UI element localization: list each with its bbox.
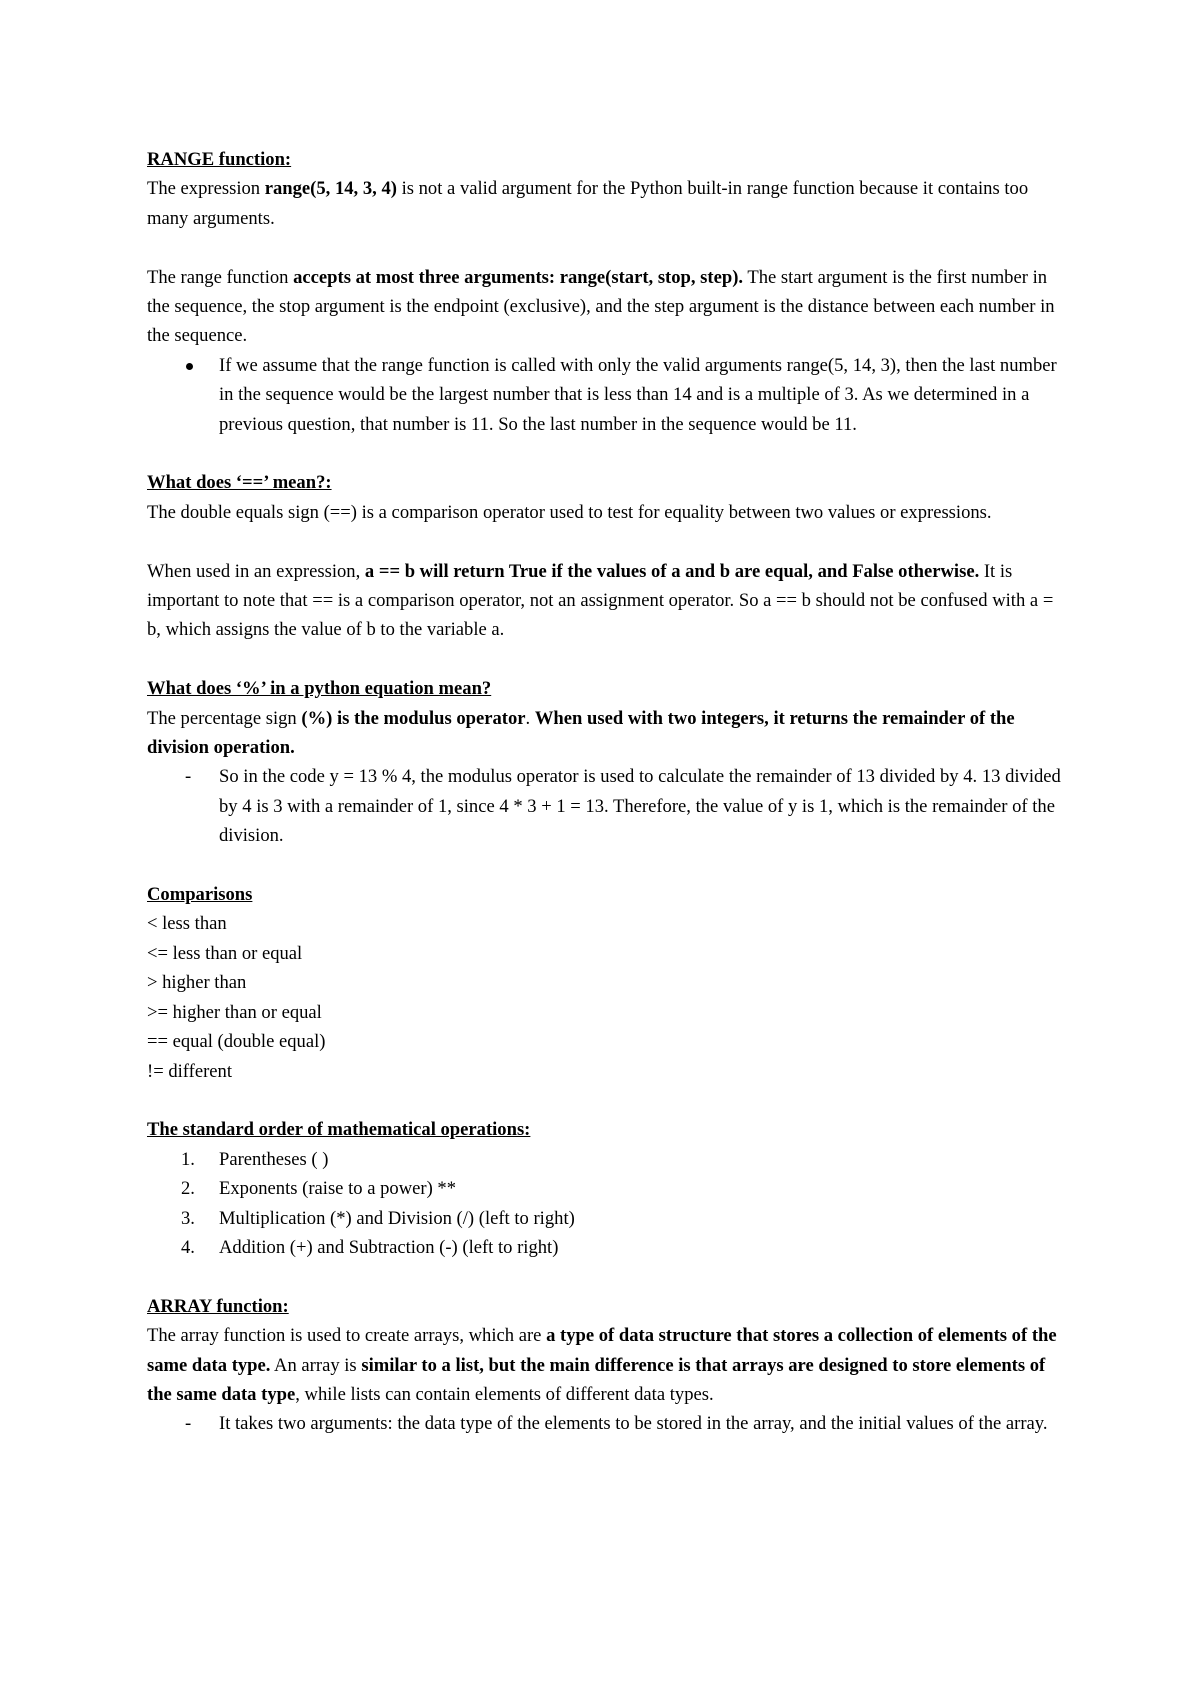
item-text: Addition (+) and Subtraction (-) (left to right) <box>219 1236 559 1258</box>
text-run: An array is <box>270 1354 362 1376</box>
order-heading: The standard order of mathematical operations: <box>147 1119 531 1141</box>
bold-run: When used with two integers, it returns the remainder of the division operation. <box>147 707 1015 759</box>
comparisons-heading: Comparisons <box>147 884 253 906</box>
numbered-item <box>147 1233 1067 1262</box>
list-item-text: So in the code y = 13 % 4, the modulus operator is used to calculate the remainder of 13 divided by 4. 13 divided by 4 is 3 with a remainder of 1, since 4 * 3 + 1 = 13. Therefore, the value of y is 1, which is the remainder of the division. <box>219 766 1061 847</box>
list-item <box>147 351 1067 439</box>
item-number: 4. <box>181 1236 195 1258</box>
text-run: is not a valid argument for the Python built-in range function because it contains too many arguments. <box>147 178 1029 229</box>
text-run: , while lists can contain elements of different data types. <box>295 1383 714 1405</box>
blank-line <box>147 851 1067 880</box>
blank-line <box>147 1262 1067 1291</box>
document-page <box>147 145 1067 1439</box>
text-run: When used in an expression, <box>147 560 365 582</box>
comparison-line: != different <box>147 1060 232 1082</box>
comparison-line: < less than <box>147 913 227 935</box>
dash-marker: - <box>185 1413 192 1435</box>
range-heading: RANGE function: <box>147 149 292 170</box>
numbered-item <box>147 1145 1067 1174</box>
range-paragraph-1 <box>147 174 1067 233</box>
bold-run: a type of data structure that stores a collection of elements of the same data type. <box>147 1325 1057 1376</box>
numbered-item <box>147 1174 1067 1203</box>
text-run: . <box>525 707 535 729</box>
comparison-line: > higher than <box>147 972 247 994</box>
text-run: The percentage sign <box>147 707 302 729</box>
text-run: It is important to note that == is a comparison operator, not an assignment operator. So a == b should not be confused with a = b, which assigns the value of b to the variable a. <box>147 560 1054 641</box>
bold-run: range(5, 14, 3, 4) <box>264 178 397 200</box>
comparison-line: == equal (double equal) <box>147 1031 326 1053</box>
text-run: The array function is used to create arrays, which are <box>147 1325 547 1347</box>
text-run: The expression <box>147 178 265 200</box>
equals-heading: What does ‘==’ mean?: <box>147 472 332 494</box>
text-run: The range function <box>147 266 294 288</box>
dash-marker: - <box>185 766 192 788</box>
comparison-line: >= higher than or equal <box>147 1001 322 1023</box>
list-item <box>147 1409 1067 1438</box>
numbered-item <box>147 1204 1067 1233</box>
list-item-text: If we assume that the range function is called with only the valid arguments range(5, 14, 3), then the last number in the sequence would be the largest number that is less than 14 and is a multiple of 3. As we determined in a previous question, that number is 11. So the last number in the sequence would be 11. <box>219 354 1057 435</box>
bold-run: a == b will return True if the values of a and b are equal, and False otherwise. <box>364 560 980 582</box>
bold-run: (%) is the modulus operator <box>301 707 526 729</box>
range-paragraph-2 <box>147 263 1067 351</box>
blank-line <box>147 439 1067 468</box>
modulus-paragraph <box>147 704 1067 763</box>
item-number: 2. <box>181 1178 195 1200</box>
array-paragraph <box>147 1321 1067 1409</box>
item-text: Parentheses ( ) <box>219 1148 329 1170</box>
list-item-text: It takes two arguments: the data type of the elements to be stored in the array, and the initial values of the array. <box>219 1413 1048 1435</box>
modulus-heading: What does ‘%’ in a python equation mean? <box>147 678 492 700</box>
item-text: Multiplication (*) and Division (/) (left to right) <box>219 1207 575 1229</box>
bold-run: similar to a list, but the main difference is that arrays are designed to store elements of the same data type <box>147 1354 1046 1405</box>
blank-line <box>147 233 1067 262</box>
blank-line <box>147 1086 1067 1115</box>
blank-line <box>147 527 1067 556</box>
item-text: Exponents (raise to a power) ** <box>219 1178 456 1200</box>
equals-paragraph-1: The double equals sign (==) is a comparison operator used to test for equality between two values or expressions. <box>147 501 992 523</box>
bold-run: accepts at most three arguments: range(start, stop, step). <box>293 266 744 288</box>
equals-paragraph-2 <box>147 557 1067 645</box>
array-heading: ARRAY function: <box>147 1295 289 1317</box>
comparison-line: <= less than or equal <box>147 942 303 964</box>
item-number: 3. <box>181 1207 195 1229</box>
text-run: The start argument is the first number in the sequence, the stop argument is the endpoint (exclusive), and the step argument is the distance between each number in the sequence. <box>147 266 1055 347</box>
list-item <box>147 762 1067 850</box>
blank-line <box>147 645 1067 674</box>
item-number: 1. <box>181 1148 195 1170</box>
